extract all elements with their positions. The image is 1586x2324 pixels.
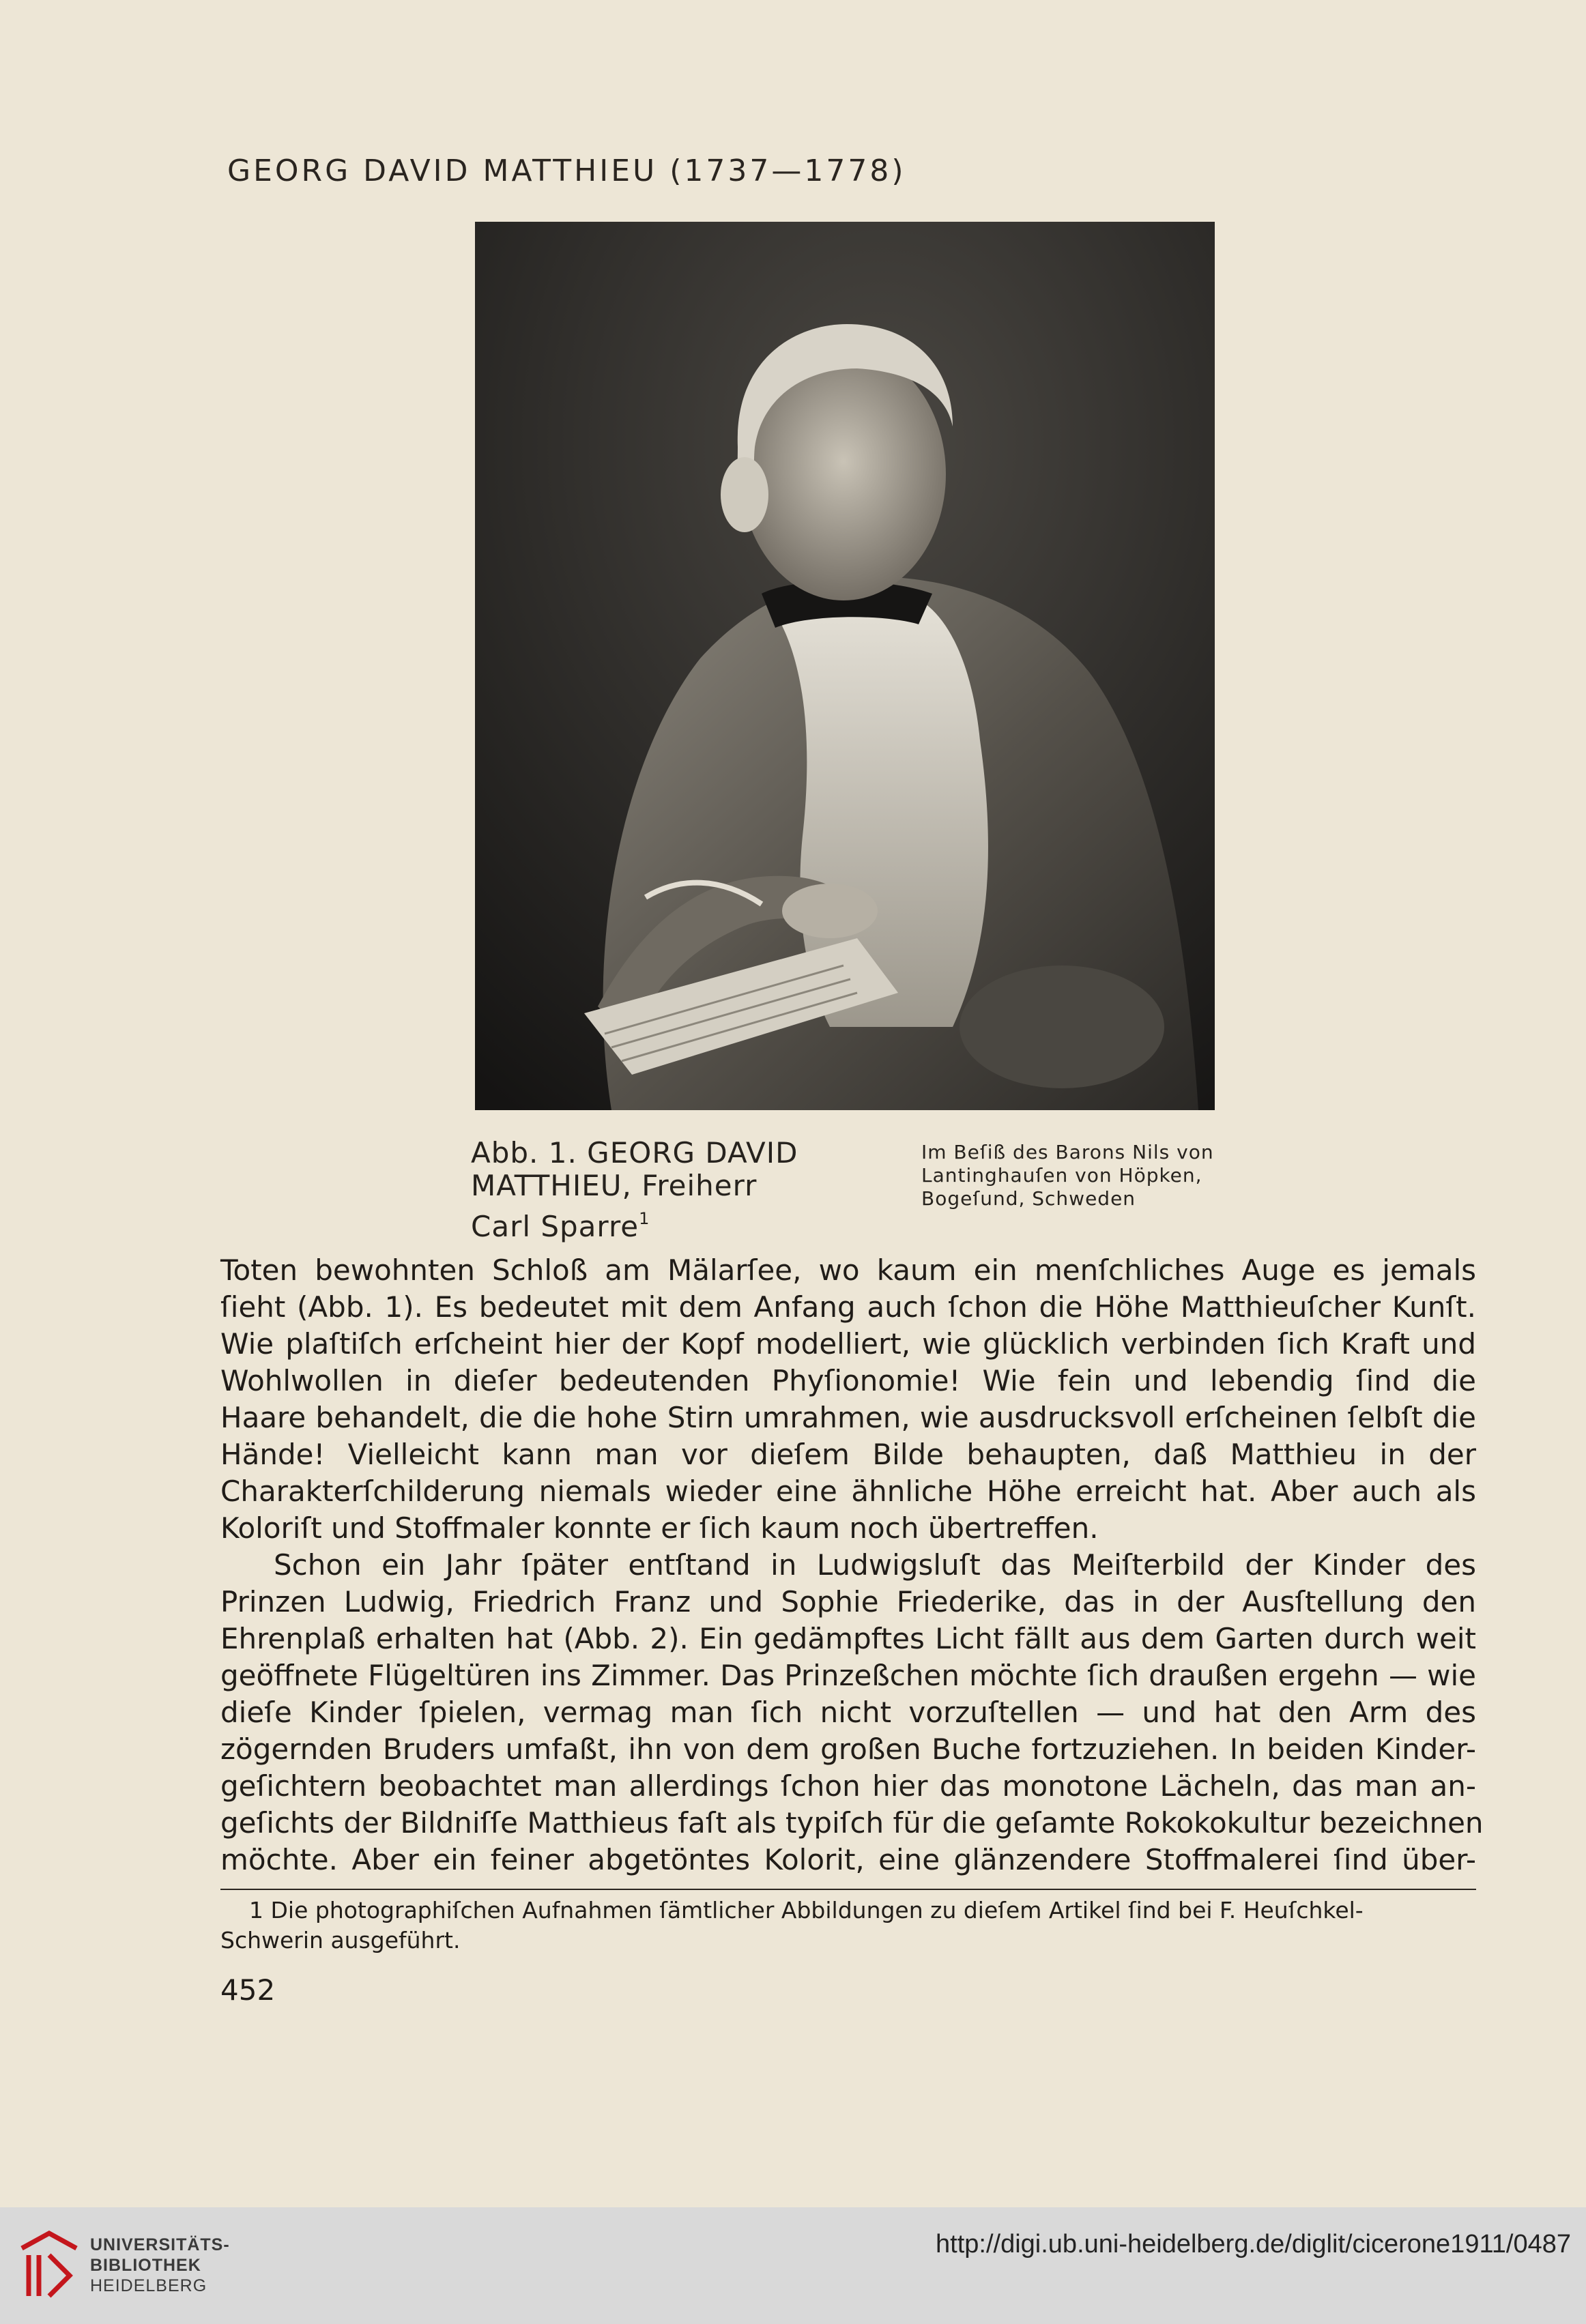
library-name [90,2235,230,2296]
footnote-rule [220,1889,1476,1890]
text-line: Ehrenplaß erhalten hat (Abb. 2). Ein gedämpftes Licht fällt aus dem Garten durch weit [220,1622,1476,1655]
text-line: geöffnete Flügeltüren ins Zimmer. Das Prinzeßchen möchte ſich draußen ergehn — wie [220,1659,1476,1692]
library-logo-icon[interactable] [15,2228,83,2303]
footnote-mark: 1 [639,1209,650,1228]
text-line: Prinzen Ludwig, Friedrich Franz und Sophie Friederike, das in der Ausſtellung den [220,1585,1476,1618]
page-number: 452 [220,1973,276,2007]
credit-line: Bogeſund, Schweden [921,1187,1136,1210]
library-line: HEIDELBERG [90,2276,207,2295]
paragraph-2 [220,1547,1484,1878]
running-head: GEORG DAVID MATTHIEU (1737—1778) [227,154,906,188]
portrait-photograph [475,222,1215,1110]
text-line: Wohlwollen in dieſer bedeutenden Phyſionomie! Wie fein und lebendig ſind die [220,1364,1476,1397]
source-url-link[interactable]: http://digi.ub.uni-heidelberg.de/diglit/cicerone1911/0487 [936,2230,1571,2258]
text-line: Haare behandelt, die die hohe Stirn umrahmen, wie ausdrucksvoll erſcheinen ſelbſt die [220,1401,1476,1434]
figure-caption [471,1137,853,1243]
text-line: ſieht (Abb. 1). Es bedeutet mit dem Anfang auch ſchon die Höhe Matthieuſcher Kunſt. [220,1290,1476,1324]
portrait-image [475,222,1215,1110]
library-footer [0,2207,1586,2324]
library-line: UNIVERSITÄTS- [90,2235,230,2254]
text-line: Hände! Vielleicht kann man vor dieſem Bilde behaupten, daß Matthieu in der [220,1438,1476,1471]
credit-line: Lantinghauſen von Höpken, [921,1164,1202,1187]
library-line: BIBLIOTHEK [90,2256,201,2275]
caption-line: Carl Sparre$^1$ [471,1209,650,1243]
paragraph-1 [220,1252,1476,1547]
text-line: dieſe Kinder ſpielen, vermag man ſich nicht vorzuſtellen — und hat den Arm des [220,1696,1476,1729]
credit-line: Im Beſiß des Barons Nils von [921,1141,1214,1163]
figure-credit [921,1141,1242,1210]
text-line: möchte. Aber ein feiner abgetöntes Kolorit, eine glänzendere Stoffmalerei ſind über- [220,1843,1476,1876]
text-line: Charakterſchilderung niemals wieder eine ähnliche Höhe erreicht hat. Aber auch als [220,1475,1476,1508]
caption-line: MATTHIEU, Freiherr [471,1169,758,1202]
footnote-mark: 1 [249,1897,263,1923]
body-text [220,1252,1484,1878]
text-line: Toten bewohnten Schloß am Mälarſee, wo kaum ein menſchliches Auge es jemals [220,1253,1476,1287]
caption-line: Abb. 1. GEORG DAVID [471,1136,798,1170]
text-line: geſichtern beobachtet man allerdings ſchon hier das monotone Lächeln, das man an- [220,1769,1476,1803]
text-line: Koloriſt und Stoffmaler konnte er ſich kaum noch übertreffen. [220,1511,1099,1545]
text-line: zögernden Bruders umfaßt, ihn von dem großen Buche fortzuziehen. In beiden Kinder- [220,1732,1476,1766]
footnote-line: 1 Die photographiſchen Aufnahmen ſämtlicher Abbildungen zu dieſem Artikel ſind bei F. Heuſchkel- [249,1897,1364,1923]
footnote-line: Schwerin ausgeführt. [220,1927,461,1953]
text-line: geſichts der Bildniſſe Matthieus faſt als typiſch für die geſamte Rokokokultur bezeichnen [220,1806,1484,1840]
text-line: Wie plaſtiſch erſcheint hier der Kopf modelliert, wie glücklich verbinden ſich Kraft und [220,1327,1476,1361]
footnote [220,1895,1476,1956]
text-line: Schon ein Jahr ſpäter entſtand in Ludwigsluſt das Meiſterbild der Kinder des [274,1548,1476,1582]
